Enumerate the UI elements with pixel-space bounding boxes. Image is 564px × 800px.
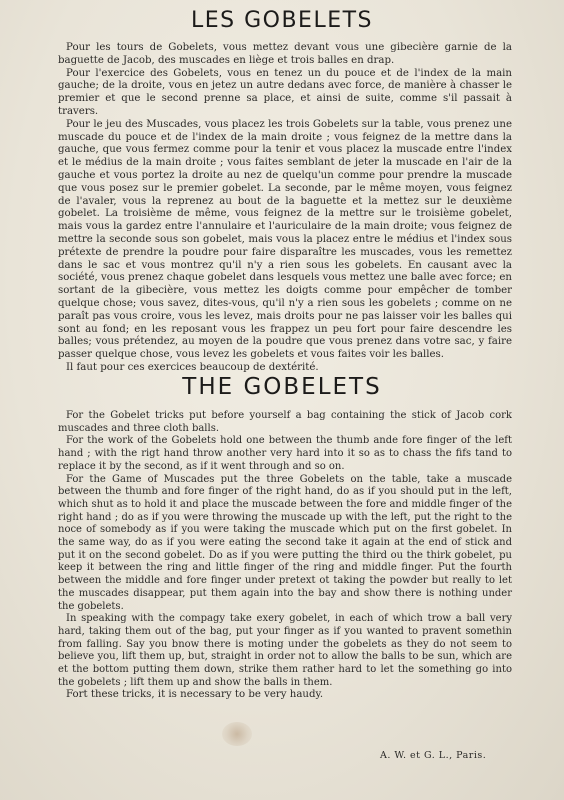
french-closing: Il faut pour ces exercices beaucoup de dextérité. bbox=[66, 361, 319, 373]
english-paragraph: For the work of the Gobelets hold one between the thumb ande fore finger of the left hand ; with the rigt hand throw another very hard into it so as to chass the fifs tand to replace it by the second, as if it went through and so on. bbox=[58, 435, 512, 472]
english-paragraph: For the Gobelet tricks put before yourself a bag containing the stick of Jacob cork muscades and three cloth balls. bbox=[58, 410, 512, 434]
french-paragraph: Pour le jeu des Muscades, vous placez les trois Gobelets sur la table, vous prenez une muscade du pouce et de l'index de la main droite ; vous feignez de la mettre dans la gauche, que vous fermez comme pour la tenir et vous placez la muscade entre l'index et le médius de la main droite ; vous faites semblant de jeter la muscade en l'air de la gauche et vous portez la droite au nez de quelqu'un comme pour prendre la muscade que vous posez sur le premier gobelet. La seconde, par le même moyen, vous feignez de l'avaler, vous la reprenez au bout de la baguette et la mettez sur le deuxième gobelet. La troisième de même, vous feignez de la mettre sur le troisième gobelet, mais vous la gardez entre l'annulaire et l'auriculaire de la main droite; vous feignez de mettre la seconde sous son gobelet, mais vous la placez entre le médius et l'index sous prétexte de prendre la poudre pour faire disparaître les muscades, vous les remettez dans le sac et vous montrez qu'il n'y a rien sous les gobelets. En causant avec la société, vous prenez chaque gobelet dans lesquels vous mettez une balle avec force; en sortant de la gibecière, vous mettez les doigts comme pour empêcher de tomber quelque chose; vous savez, dites-vous, qu'il n'y a rien sous les gobelets ; comme on ne paraît pas vous croire, vous les levez, mais droits pour ne pas laisser voir les balles qui sont au fond; en les reposant vous les frappez un peu fort pour faire descendre les balles; vous prétendez, au moyen de la poudre que vous prenez dans votre sac, y faire passer quelque chose, vous levez les gobelets et vous faites voir les balles. bbox=[58, 118, 512, 361]
publisher-signature: A. W. et G. L., Paris. bbox=[380, 750, 487, 761]
french-title: LES GOBELETS bbox=[190, 8, 374, 33]
english-paragraph: For the Game of Muscades put the three Gobelets on the table, take a muscade between the thumb and fore finger of the right hand, do as if you should put in the left, which shut as to hold it and place the muscade between the fore and middle finger of the right hand ; do as if you were throwing the muscade up with the left, put the right to the noce of somebody as if you were taking the muscade which put on the first gobelet. In the same way, do as if you were eating the second take it again at the end of stick and put it on the second gobelet. Do as if you were putting the third ou the thirk gobelet, pu keep it between the ring and little finger of the ring and middle finger. Put the fourth between the middle and fore finger under pretext ot taking the powder but really to let the muscades disappear, put them again into the bay and show there is nothing under the gobelets. bbox=[58, 473, 512, 612]
english-title: THE GOBELETS bbox=[182, 374, 382, 400]
english-closing: Fort these tricks, it is necessary to be very haudy. bbox=[66, 689, 324, 701]
french-paragraph: Pour les tours de Gobelets, vous mettez devant vous une gibecière garnie de la baguette de Jacob, des muscades en liège et trois balles en drap. bbox=[58, 42, 512, 66]
english-section bbox=[58, 410, 512, 702]
paper-stain bbox=[222, 722, 252, 746]
english-paragraph: In speaking with the compagy take exery gobelet, in each of which trow a ball very hard, taking them out of the bag, put your finger as if you wanted to pravent somethin from falling. Say you bnow there is moting under the gobelets as they do not seem to believe you, lift them up, but, straight in order not to allow the balls to be sun, which are et the bottom putting them down, strike them rather hard to let the something go into the gobelets ; lift them up and show the balls in them. bbox=[58, 613, 512, 688]
french-section bbox=[58, 42, 512, 375]
french-paragraph: Pour l'exercice des Gobelets, vous en tenez un du pouce et de l'index de la main gauche; de la droite, vous en jetez un autre dedans avec force, de manière à chasser le premier et que le second prenne sa place, et ainsi de suite, comme s'il passait à travers. bbox=[58, 67, 512, 117]
